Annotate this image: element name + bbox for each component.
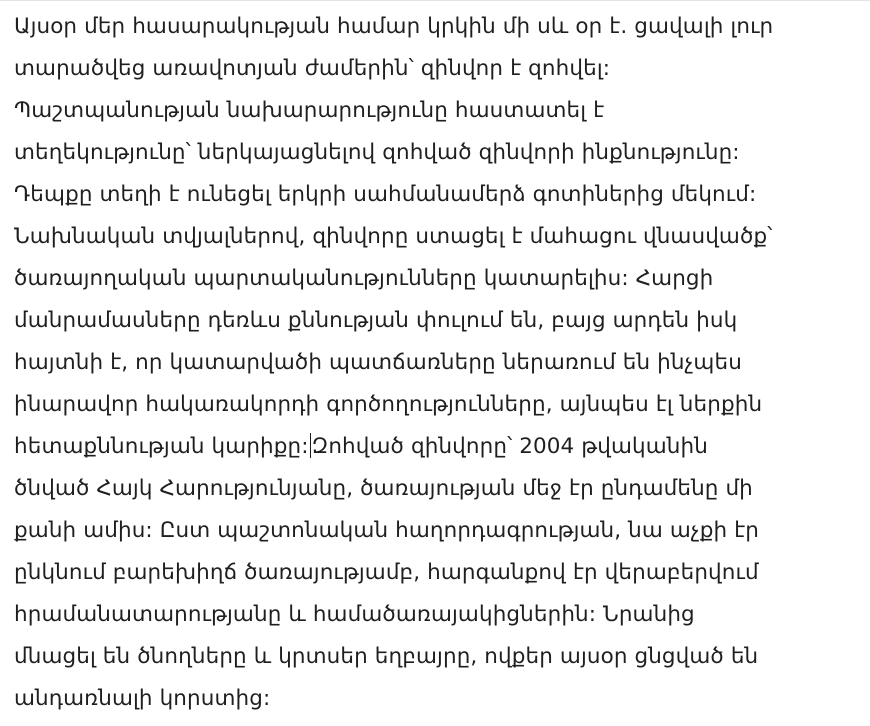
text-line: անդառնալի կորստից:: [14, 686, 271, 711]
document-body[interactable]: [14, 6, 860, 720]
text-line: մանրամասները դեռևս քննության փուլում են, բայց արդեն իսկ: [14, 308, 738, 333]
text-line: ծնված Հայկ Հարությունյանը, ծառայության մեջ էր ընդամենը մի: [14, 476, 753, 501]
top-divider: [0, 0, 870, 1]
text-segment-before-cursor: հետաքննության կարիքը:: [14, 434, 309, 459]
text-line-with-cursor: [14, 426, 860, 468]
text-line: Այսօր մեր հասարակության համար կրկին մի սև օր է. ցավալի լուր: [14, 14, 774, 39]
text-line: տեղեկությունը՝ ներկայացնելով զոհված զինվորի ինքնությունը:: [14, 140, 740, 165]
text-line: տարածվեց առավոտյան ժամերին՝ զինվոր է զոհվել:: [14, 56, 611, 81]
text-cursor: [310, 433, 311, 458]
text-line: ծառայողական պարտականությունները կատարելիս: Հարցի: [14, 266, 714, 291]
text-line: քանի ամիս: Ըստ պաշտոնական հաղորդագրության, նա աչքի էր: [14, 518, 760, 543]
text-line: Պաշտպանության նախարարությունը հաստատել է: [14, 98, 605, 123]
text-line: հրամանատարությանը և համածառայակիցներին: Նրանից: [14, 602, 695, 627]
text-line: ինարավոր հակառակորդի գործողությունները, այնպես էլ ներքին: [14, 392, 763, 417]
text-line: Դեպքը տեղի է ունեցել երկրի սահմանամերձ գոտիներից մեկում:: [14, 182, 757, 207]
text-line: մնացել են ծնողները և կրտսեր եղբայրը, ովքեր այսօր ցնցված են: [14, 644, 759, 669]
text-line: Նախնական տվյալներով, զինվորը ստացել է մահացու վնասվածք՝: [14, 224, 773, 249]
text-segment-after-cursor: Զոհված զինվորը՝ 2004 թվականին: [311, 434, 708, 459]
text-line: ընկնում բարեխիղճ ծառայությամբ, հարգանքով էր վերաբերվում: [14, 560, 759, 585]
text-line: հայտնի է, որ կատարվածի պատճառները ներառում են ինչպես: [14, 350, 742, 375]
